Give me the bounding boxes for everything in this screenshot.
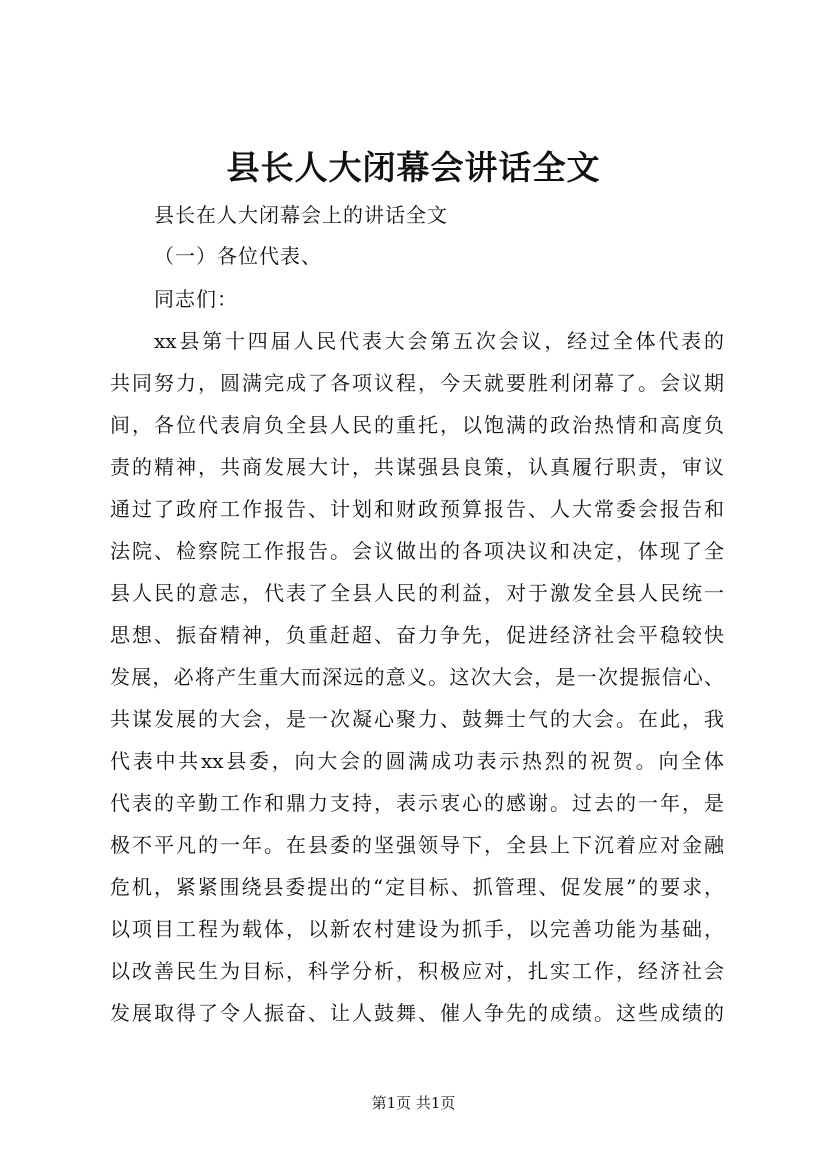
document-subtitle: 县长在人大闭幕会上的讲话全文 bbox=[154, 203, 448, 227]
body-line: 以改善民生为目标，科学分析，积极应对，扎实工作，经济社会 bbox=[110, 959, 724, 983]
body-line: 法院、检察院工作报告。会议做出的各项决议和决定，体现了全 bbox=[110, 539, 724, 563]
body-line: 间，各位代表肩负全县人民的重托，以饱满的政治热情和高度负 bbox=[110, 413, 724, 437]
body-line: 共同努力，圆满完成了各项议程，今天就要胜利闭幕了。会议期 bbox=[110, 371, 724, 395]
body-line: 思想、振奋精神，负重赶超、奋力争先，促进经济社会平稳较快 bbox=[110, 623, 724, 647]
body-line: 代表中共xx县委，向大会的圆满成功表示热烈的祝贺。向全体 bbox=[110, 749, 724, 773]
body-line: 极不平凡的一年。在县委的坚强领导下，全县上下沉着应对金融 bbox=[110, 833, 724, 857]
page-number-footer: 第1页 共1页 bbox=[371, 1094, 456, 1112]
body-line: 共谋发展的大会，是一次凝心聚力、鼓舞士气的大会。在此，我 bbox=[110, 707, 724, 731]
body-line: 发展，必将产生重大而深远的意义。这次大会，是一次提振信心、 bbox=[110, 665, 724, 689]
body-line: 发展取得了令人振奋、让人鼓舞、催人争先的成绩。这些成绩的 bbox=[110, 1001, 724, 1025]
body-line: 责的精神，共商发展大计，共谋强县良策，认真履行职责，审议 bbox=[110, 455, 724, 479]
body-line: 以项目工程为载体，以新农村建设为抓手，以完善功能为基础， bbox=[110, 917, 724, 941]
body-line: 危机，紧紧围绕县委提出的“定目标、抓管理、促发展”的要求， bbox=[110, 875, 724, 899]
body-line: 代表的辛勤工作和鼎力支持，表示衷心的感谢。过去的一年，是 bbox=[110, 791, 724, 815]
salutation-delegates: （一）各位代表、 bbox=[154, 244, 322, 268]
document-title: 县长人大闭幕会讲话全文 bbox=[226, 148, 601, 187]
body-line: xx县第十四届人民代表大会第五次会议，经过全体代表的 bbox=[154, 329, 724, 353]
body-line: 通过了政府工作报告、计划和财政预算报告、人大常委会报告和 bbox=[110, 497, 724, 521]
body-line: 县人民的意志，代表了全县人民的利益，对于激发全县人民统一 bbox=[110, 581, 724, 605]
salutation-comrades: 同志们： bbox=[154, 287, 238, 311]
